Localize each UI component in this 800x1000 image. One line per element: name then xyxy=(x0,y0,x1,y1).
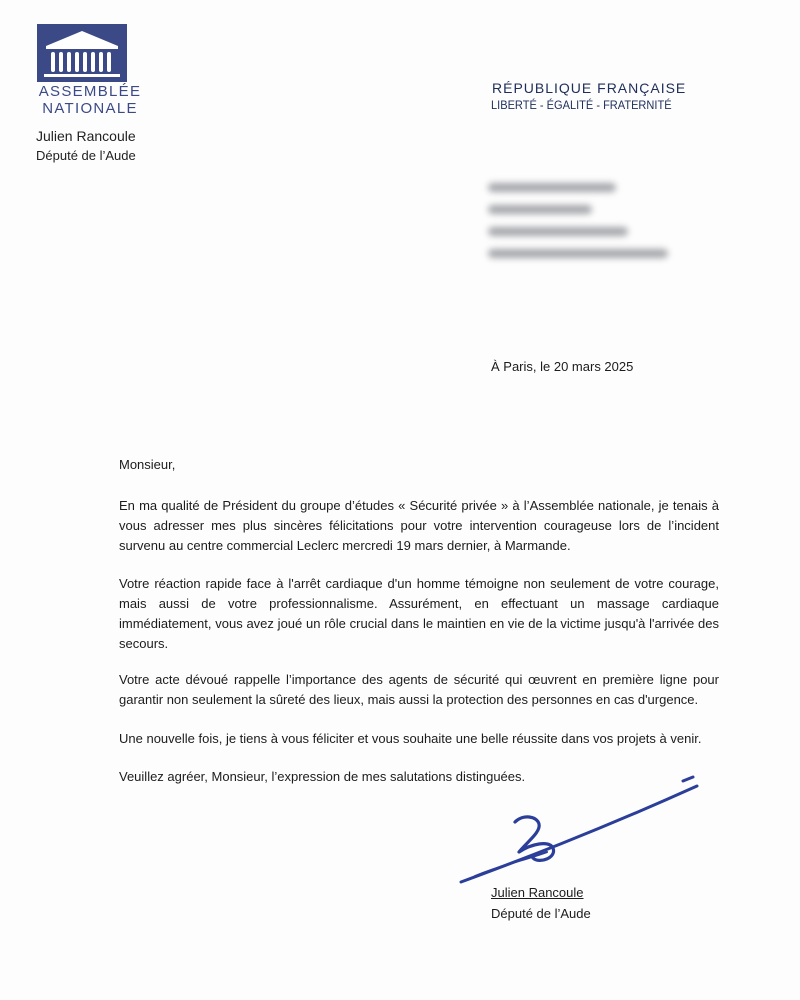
paragraph-4: Une nouvelle fois, je tiens à vous féliciter et vous souhaite une belle réussite dans vos projets à venir. xyxy=(119,731,702,746)
republic-heading: RÉPUBLIQUE FRANÇAISE xyxy=(492,80,687,96)
institution-line-2: NATIONALE xyxy=(42,100,138,117)
paragraph-3: Votre acte dévoué rappelle l’importance des agents de sécurité qui œuvrent en première ligne pour garantir non seulement la sûreté des lieux, mais aussi la protection des personnes en cas d'urgence. xyxy=(119,672,719,707)
paragraph-1-text: En ma qualité de Président du groupe d’études « Sécurité privée » à l’Assemblée nationale, je tenais à vous adresser mes plus sincères félicitations pour votre intervention courageuse lors de l’incident survenu au centre commercial Leclerc mercredi 19 mars dernier, à Marmande. xyxy=(119,498,719,553)
salutation: Monsieur, xyxy=(119,457,176,472)
redacted-line xyxy=(488,183,616,192)
assemblee-nationale-logo xyxy=(37,24,127,82)
institution-line-1: ASSEMBLÉE xyxy=(38,83,142,100)
redacted-line xyxy=(488,249,668,258)
redacted-recipient-address xyxy=(488,183,668,271)
letter-date: À Paris, le 20 mars 2025 xyxy=(491,359,634,374)
paragraph-5: Veuillez agréer, Monsieur, l’expression de mes salutations distinguées. xyxy=(119,769,526,784)
paragraph-1 xyxy=(119,496,719,556)
redacted-line xyxy=(488,227,628,236)
sender-title: Député de l’Aude xyxy=(36,148,136,163)
sender-name: Julien Rancoule xyxy=(36,128,136,144)
signature-title: Député de l’Aude xyxy=(491,906,591,921)
republic-motto: LIBERTÉ - ÉGALITÉ - FRATERNITÉ xyxy=(491,98,672,112)
paragraph-2: Votre réaction rapide face à l'arrêt cardiaque d'un homme témoigne non seulement de votre courage, mais aussi de votre professionnalisme. Assurément, en effectuant un massage cardiaque immédiatement, vous avez joué un rôle crucial dans le maintien en vie de la victime jusqu'à l'arrivée des secours. xyxy=(119,576,719,651)
institution-name xyxy=(36,83,144,117)
handwritten-signature xyxy=(455,772,705,892)
redacted-line xyxy=(488,205,592,214)
signature-name: Julien Rancoule xyxy=(491,885,584,900)
